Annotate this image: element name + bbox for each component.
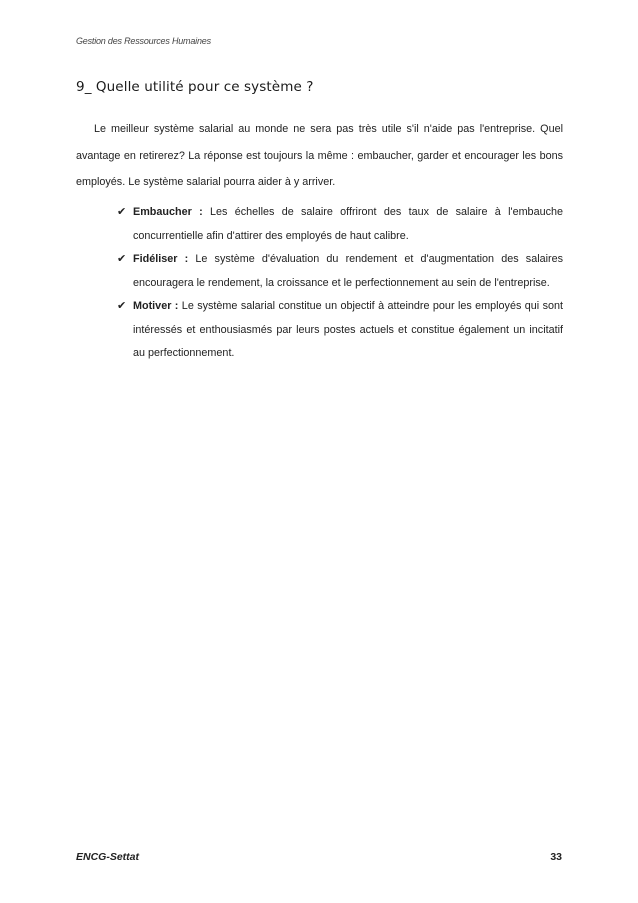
bullet-term: Motiver : (133, 300, 179, 312)
bullet-term: Embaucher : (133, 206, 203, 218)
list-item-fideliser (117, 248, 563, 295)
list-item-motiver (117, 295, 563, 366)
list-item-embaucher (117, 201, 563, 248)
running-header: Gestion des Ressources Humaines (76, 36, 211, 46)
footer-school: ENCG-Settat (76, 851, 140, 863)
page-number: 33 (550, 851, 562, 863)
checkmark-icon: ✔ (117, 253, 127, 265)
section-title: 9_ Quelle utilité pour ce système ? (76, 79, 314, 95)
checkmark-icon: ✔ (117, 300, 127, 312)
bullet-text: Le système salarial constitue un objectif à atteindre pour les employés qui sont intéressés et enthousiasmés par leurs postes actuels et constitue également un incitatif au perfectionnement. (133, 300, 563, 359)
bullet-term: Fidéliser : (133, 253, 189, 265)
checkmark-icon: ✔ (117, 206, 127, 218)
bullet-text: Les échelles de salaire offriront des taux de salaire à l'embauche concurrentielle afin d'attirer des employés de haut calibre. (133, 206, 563, 242)
intro-paragraph: Le meilleur système salarial au monde ne sera pas très utile s'il n'aide pas l'entreprise. Quel avantage en retirerez? La réponse est toujours la même : embaucher, garder et encourager les bons employés. Le système salarial pourra aider à y arriver. (76, 123, 563, 188)
benefits-list (117, 201, 563, 366)
bullet-text: Le système d'évaluation du rendement et d'augmentation des salaires encouragera le rendement, la croissance et le perfectionnement au sein de l'entreprise. (133, 253, 563, 289)
